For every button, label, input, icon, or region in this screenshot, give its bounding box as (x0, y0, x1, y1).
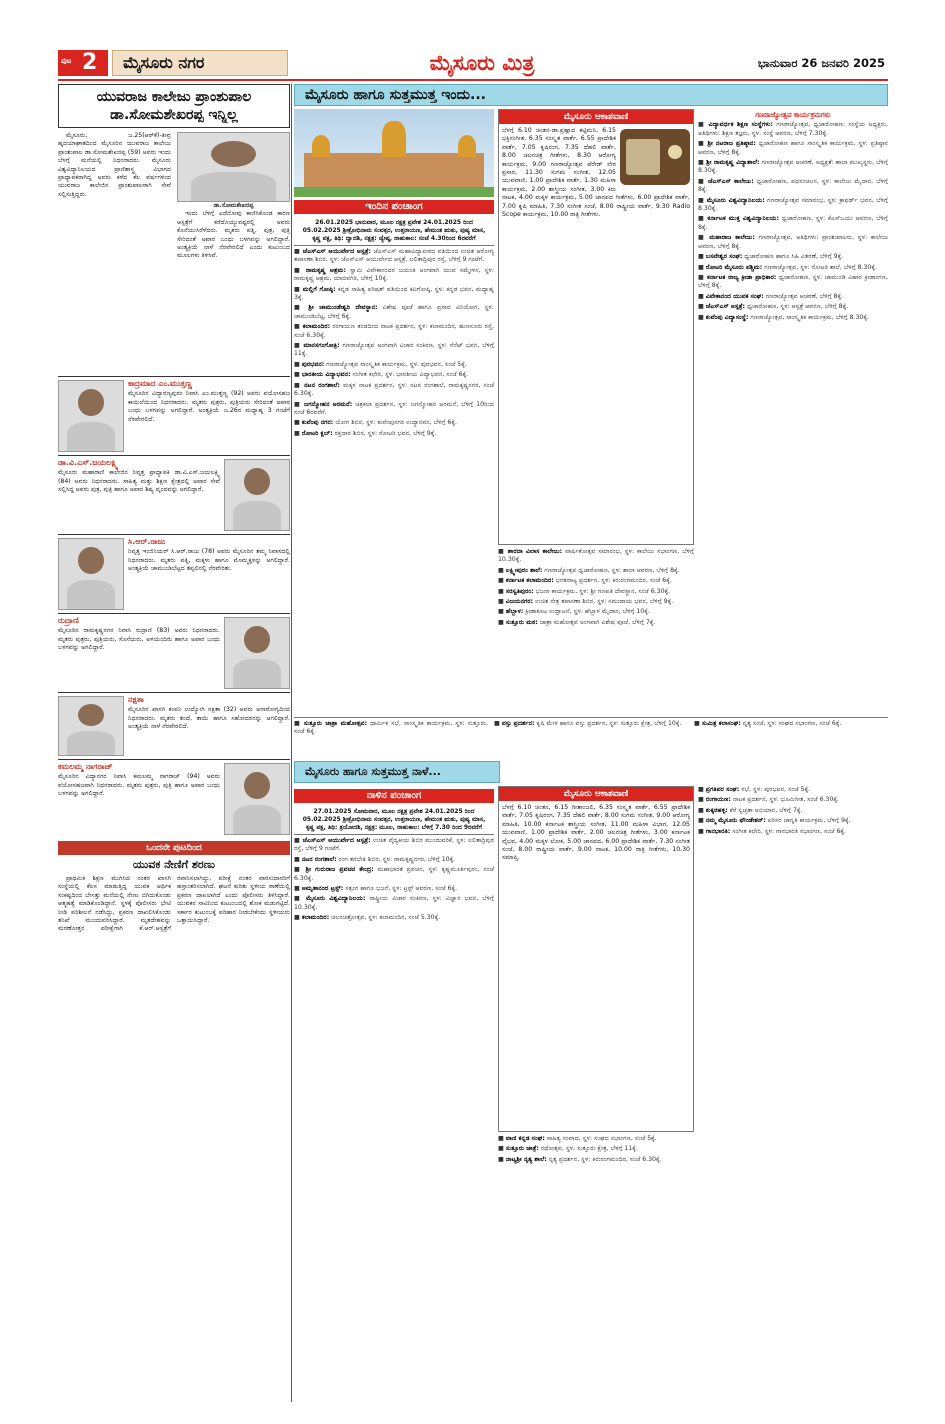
obituaries (58, 376, 290, 838)
obituary-name: ರುದ್ರಾಣಿ (58, 617, 79, 625)
radio-speaker (626, 139, 660, 175)
masthead-rule (58, 79, 888, 81)
event-item: ■ ಕುವೆಂಪು ವಿದ್ಯಾಸಂಸ್ಥೆ: ಗಣರಾಜ್ಯೋತ್ಸವ, ಸಾಂಸ್ಕೃತಿಕ ಕಾರ್ಯಕ್ರಮ, ಬೆಳಿಗ್ಗೆ 8.30ಕ್ಕೆ. (698, 313, 869, 321)
obituary-text-block (128, 538, 290, 610)
event-text: ಸ್ವಾಮಿ ವಿವೇಕಾನಂದರ ಜಯಂತಿ ಅಂಗವಾಗಿ ಯುವ ಸಮ್ಮೇಳನ, ಸ್ಥಳ: ರಾಮಕೃಷ್ಣ ಆಶ್ರಮ, ಯಾದವಗಿರಿ, ಬೆಳಿಗ್ಗೆ 10ಕ್ಕೆ. (294, 266, 494, 283)
event-item: ■ ಹೆಬ್ಬಾಳ: ಕ್ರೀಡಾಕೂಟ ಉದ್ಘಾಟನೆ, ಸ್ಥಳ: ಹೆಬ್ಬಾಳ ಮೈದಾನ, ಬೆಳಿಗ್ಗೆ 10ಕ್ಕೆ. (498, 608, 650, 616)
event-title: ಜೆಎಸ್‌ಎಸ್ ಕಾಲೇಜು: (707, 177, 754, 185)
event-title: ಪುರಭವನ: (301, 360, 325, 368)
today-banner: ಮೈಸೂರು ಹಾಗೂ ಸುತ್ತಮುತ್ತ ಇಂದು... (294, 84, 888, 106)
event-item: ■ ಭಾರತೀಯ ವಿದ್ಯಾಭವನ: ಸಂಗೀತ ಕಛೇರಿ, ಸ್ಥಳ: ಭಾರತೀಯ ವಿದ್ಯಾಭವನ, ಸಂಜೆ 6ಕ್ಕೆ. (294, 371, 469, 379)
event-title: ಮಹಾರಾಜ ಕಾಲೇಜು: (709, 234, 755, 242)
event-title: ಲಕ್ಷ್ಮೀಪುರಂ ಶಾಲೆ: (505, 566, 543, 574)
event-title: ಅಮೃತಾನಂದ ಟ್ರಸ್ಟ್: (301, 885, 344, 893)
obituary-photo (58, 696, 124, 756)
today-events-list-d (294, 717, 888, 757)
event-item: ■ ನಾಟ್ಯಶ್ರೀ ನೃತ್ಯ ಶಾಲೆ: ನೃತ್ಯ ಪ್ರದರ್ಶನ, ಸ್ಥಳ: ಕಿರುರಂಗಮಂದಿರ, ಸಂಜೆ 6.30ಕ್ಕೆ. (498, 1155, 662, 1163)
obituary-photo (58, 538, 124, 610)
event-title: ಸುತ್ತೂರು ಜಾತ್ರೆ: (505, 1145, 539, 1153)
event-text: ರಾಷ್ಟ್ರೀಯ ವಿಚಾರ ಸಂಕಿರಣ, ಸ್ಥಳ: ವಿಜ್ಞಾನ ಭವನ, ಬೆಳಿಗ್ಗೆ 10.30ಕ್ಕೆ. (294, 895, 494, 911)
event-title: ವಿಜಯನಗರ: (505, 598, 534, 606)
event-title: ಮೈಸೂರು ವಿಶ್ವವಿದ್ಯಾನಿಲಯ: (706, 196, 765, 204)
tomorrow-banner: ಮೈಸೂರು ಹಾಗೂ ಸುತ್ತಮುತ್ತ ನಾಳೆ... (294, 761, 500, 783)
today-radio-panel (498, 109, 694, 545)
event-title: ಸುಮಿತ್ರ ಕಲಾಸಂಘ: (701, 720, 741, 727)
event-title: ಸುತ್ತೂರು ಜಾತ್ರಾ ಮಹೋತ್ಸವ: (303, 720, 368, 727)
event-item: ■ ಸುಮಿತ್ರ ಕಲಾಸಂಘ: ನೃತ್ಯ ಸಂಜೆ, ಸ್ಥಳ: ಸಂಘದ ಸಭಾಂಗಣ, ಸಂಜೆ 6ಕ್ಕೆ. (694, 720, 842, 727)
event-title: ಕರ್ನಾಟಕ ಕಲಾಮಂದಿರ: (505, 577, 554, 585)
masthead (0, 46, 945, 80)
event-item: ■ ಕರ್ನಾಟಕ ಮುಕ್ತ ವಿಶ್ವವಿದ್ಯಾನಿಲಯ: ಧ್ವಜಾರೋಹಣ, ಸ್ಥಳ: ಕೆಎಸ್‌ಒಯು ಆವರಣ, ಬೆಳಿಗ್ಗೆ 8ಕ್ಕೆ. (698, 215, 888, 231)
portrait-shoulders (67, 731, 116, 755)
obituary-item (58, 759, 290, 838)
event-item: ■ ಶಾರದಾ ವಿಲಾಸ ಕಾಲೇಜು: ವಾರ್ಷಿಕೋತ್ಸವ ಸಮಾರಂಭ, ಸ್ಥಳ: ಕಾಲೇಜು ಸಭಾಂಗಣ, ಬೆಳಿಗ್ಗೆ 10.30ಕ್ಕೆ. (498, 548, 694, 564)
obituary-name: ಕಮಲಮ್ಮ ನಾಗರಾಜ್ (58, 763, 113, 771)
event-item: ■ ವಿದ್ಯಾವರ್ಧಕ ಶಿಕ್ಷಣ ಸಂಸ್ಥೆಗಳು: ಗಣರಾಜ್ಯೋತ್ಸವ, ಧ್ವಜಾರೋಹಣ: ಸಂಸ್ಥೆಯ ಅಧ್ಯಕ್ಷರು, ಅತಿಥಿಗಳು: ಶಿಕ್ಷಣ ತಜ್ಞರು, ಸ್ಥಳ: ಸಂಸ್ಥೆ ಆವರಣ, ಬೆಳಿಗ್ಗೆ 7.30ಕ್ಕೆ. (698, 121, 888, 137)
event-item: ■ ನಟನ ರಂಗಶಾಲೆ: ಮಕ್ಕಳ ನಾಟಕ ಪ್ರದರ್ಶನ, ಸ್ಥಳ: ನಟನ ರಂಗಶಾಲೆ, ರಾಮಕೃಷ್ಣನಗರ, ಸಂಜೆ 6.30ಕ್ಕೆ. (294, 381, 494, 398)
portrait-shoulders (67, 580, 116, 609)
event-text: ಗಣರಾಜ್ಯೋತ್ಸವ ಸಮಾರಂಭ, ಸ್ಥಳ: ಕ್ರಾಫರ್ಡ್ ಭವನ, ಬೆಳಿಗ್ಗೆ 8.30ಕ್ಕೆ. (698, 196, 888, 213)
obituary-text: ನಿವೃತ್ತ ಇಂಜಿನಿಯರ್ ಸಿ.ಆರ್.ರಾಜು (78) ಅವರು ಮೈಸೂರಿನ ತಮ್ಮ ನಿವಾಸದಲ್ಲಿ ನಿಧನರಾದರು. ಮೃತರು ಪತ್ನಿ, ಮಕ್ಕಳು ಹಾಗೂ ಮೊಮ್ಮಕ್ಕಳನ್ನು ಅಗಲಿದ್ದಾರೆ. ಅಂತ್ಯಕ್ರಿಯೆ ಚಾಮುಂಡಿಬೆಟ್ಟದ ತಪ್ಪಲಿನಲ್ಲಿ ನೆರವೇರಿತು. (128, 548, 290, 573)
lead-body-col-2-text (177, 210, 290, 374)
event-text: ಮಕ್ಕಳ ನಾಟಕ ಪ್ರದರ್ಶನ, ಸ್ಥಳ: ನಟನ ರಂಗಶಾಲೆ, ರಾಮಕೃಷ್ಣನಗರ, ಸಂಜೆ 6.30ಕ್ಕೆ. (294, 381, 494, 398)
portrait-shoulders (191, 172, 275, 201)
event-title: ನಾಟ್ಯಶ್ರೀ ನೃತ್ಯ ಶಾಲೆ: (505, 1155, 547, 1163)
event-text: ಗಣರಾಜ್ಯೋತ್ಸವ, ಸ್ಥಳ: ರೋಟರಿ ಶಾಲೆ, ಬೆಳಿಗ್ಗೆ 8.30ಕ್ಕೆ. (764, 263, 877, 271)
obituary-text-block (58, 763, 220, 835)
portrait-face (244, 772, 270, 799)
event-item: ■ ಜೆಎಸ್‌ಎಸ್ ಆಯುರ್ವೇದ ಆಸ್ಪತ್ರೆ: ಉಚಿತ ವೈದ್ಯಕೀಯ ಶಿಬಿರ ಮುಂದುವರಿಕೆ, ಸ್ಥಳ: ಲಲಿತಾದ್ರಿಪುರ ರಸ್ತೆ, ಬೆಳಿಗ್ಗೆ 9 ಗಂಟೆಗೆ. (294, 837, 494, 853)
event-text: ಗಣರಾಜ್ಯೋತ್ಸವ ಆಚರಣೆ, ಅಧ್ಯಕ್ಷತೆ: ಶಾಲಾ ಮುಖ್ಯಸ್ಥರು, ಬೆಳಿಗ್ಗೆ 8.30ಕ್ಕೆ. (698, 159, 888, 175)
story-paragraph: ಪ್ರಾಥಮಿಕ ಶಿಕ್ಷಣ ಮುಗಿಸಿದ ನಂತರ ಖಾಸಗಿ ಸಂಸ್ಥೆಯಲ್ಲಿ ಕೆಲಸ ಮಾಡುತ್ತಿದ್ದ ಯುವಕ ಆರ್ಥಿಕ ಸಂಕಷ್ಟದಿಂದ ಬೇಸತ್ತು ಮನೆಯಲ್ಲಿ ನೇಣು ಬಿಗಿದುಕೊಂಡು ಆತ್ಮಹತ್ಯೆ ಮಾಡಿಕೊಂಡಿದ್ದಾನೆ. ಸ್ಥಳಕ್ಕೆ ಪೊಲೀಸರು ಭೇಟಿ ನೀಡಿ ಪರಿಶೀಲನೆ ನಡೆಸಿದ್ದು, ಪ್ರಕರಣ ದಾಖಲಿಸಿಕೊಂಡು ತನಿಖೆ ಮುಂದುವರಿಸಿದ್ದಾರೆ. ಮೃತದೇಹವನ್ನು ಮರಣೋತ್ತರ ಪರೀಕ್ಷೆಗಾಗಿ ಕೆ.ಆರ್.ಆಸ್ಪತ್ರೆಗೆ ರವಾನಿಸಲಾಗಿದ್ದು, ಪರೀಕ್ಷೆ ನಂತರ ವಾರಸುದಾರರಿಗೆ ಹಸ್ತಾಂತರಿಸಲಾಗಿದೆ. ಘಟನೆ ಕುರಿತು ಸ್ಥಳೀಯ ಠಾಣೆಯಲ್ಲಿ ಪ್ರಕರಣ ದಾಖಲಾಗಿದೆ ಎಂದು ಪೊಲೀಸರು ತಿಳಿಸಿದ್ದಾರೆ. ಯುವಕನ ಸಾವಿನಿಂದ ಕುಟುಂಬದಲ್ಲಿ ಶೋಕ ಮಡುಗಟ್ಟಿದೆ. ಸರ್ಕಾರ ಕುಟುಂಬಕ್ಕೆ ಪರಿಹಾರ ನೀಡಬೇಕೆಂದು ಸ್ಥಳೀಯರು ಒತ್ತಾಯಿಸಿದ್ದಾರೆ. (58, 875, 290, 933)
event-text: ಪರಿಸರ ಜಾಗೃತಿ ಕಾರ್ಯಕ್ರಮ, ಬೆಳಿಗ್ಗೆ 9ಕ್ಕೆ. (767, 817, 851, 825)
event-title: ಕುವೆಂಪು ನಗರ: (301, 419, 334, 427)
event-text: ರಂಗಾಯಣ ತಂಡದಿಂದ ನಾಟಕ ಪ್ರದರ್ಶನ, ಸ್ಥಳ: ಕಲಾಮಂದಿರ, ಹುಣಸೂರು ರಸ್ತೆ, ಸಂಜೆ 6.30ಕ್ಕೆ. (294, 323, 494, 339)
event-title: ವಿವೇಕಾನಂದ ಯುವಕ ಸಂಘ: (705, 292, 764, 300)
event-title: ಜೆಎಸ್‌ಎಸ್ ಆಸ್ಪತ್ರೆ: (705, 303, 746, 311)
event-item: ■ ಪ್ರಗತಿಪರ ಸಂಘ: ಸಭೆ, ಸ್ಥಳ: ಪುರಭವನ, ಸಂಜೆ 5ಕ್ಕೆ. (698, 786, 811, 793)
event-text: ಕೆರೆ ಸ್ವಚ್ಛತಾ ಅಭಿಯಾನ, ಬೆಳಿಗ್ಗೆ 7ಕ್ಕೆ. (729, 806, 803, 814)
event-title: ಜಗನ್ಮೋಹನ ಅರಮನೆ: (304, 400, 353, 408)
story-title: ಯುವಕ ನೇಣಿಗೆ ಶರಣು (133, 858, 215, 871)
today-col-2 (498, 109, 694, 717)
tomorrow-panchanga-text: 27.01.2025 ಸೋಮವಾರ, ಮೂಲ ನಕ್ಷತ್ರ ಪ್ರವೇಶ 24.01.2025 ರಿಂದ 05.02.2025 ಶ್ರೀಕ್ರೋಧಿನಾಮ ಸಂವತ್ಸರ, ಉತ್ತರಾಯಣ, ಹೇಮಂತ ಋತು, ಪುಷ್ಯ ಮಾಸ, ಕೃಷ್ಣ ಪಕ್ಷ, ತಿಥಿ: ತ್ರಯೋದಶಿ, ನಕ್ಷತ್ರ: ಮೂಲ, ರಾಹುಕಾಲ: ಬೆಳಿಗ್ಗೆ 7.30 ರಿಂದ 9ರವರೆಗೆ (294, 806, 494, 835)
event-text: ಸಾಹಿತ್ಯ ಸಂವಾದ, ಸ್ಥಳ: ಸಂಘದ ಸಭಾಂಗಣ, ಸಂಜೆ 5ಕ್ಕೆ. (546, 1135, 657, 1142)
event-text: ಕ್ರೀಡಾಕೂಟ ಉದ್ಘಾಟನೆ, ಸ್ಥಳ: ಹೆಬ್ಬಾಳ ಮೈದಾನ, ಬೆಳಿಗ್ಗೆ 10ಕ್ಕೆ. (525, 608, 650, 616)
today-col-1 (294, 109, 494, 717)
event-text: ಗಣರಾಜ್ಯೋತ್ಸವ, ಅತಿಥಿಗಳು: ಪ್ರಾಂಶುಪಾಲರು, ಸ್ಥಳ: ಕಾಲೇಜು ಆವರಣ, ಬೆಳಿಗ್ಗೆ 8ಕ್ಕೆ. (698, 234, 888, 250)
obituary-text-block (128, 380, 290, 452)
today-events-list-b (498, 545, 694, 709)
event-item: ■ ಕರ್ನಾಟಕ ರಾಜ್ಯ ಕ್ರೀಡಾ ಪ್ರಾಧಿಕಾರ: ಧ್ವಜಾರೋಹಣ, ಸ್ಥಳ: ಚಾಮುಂಡಿ ವಿಹಾರ ಕ್ರೀಡಾಂಗಣ, ಬೆಳಿಗ್ಗೆ 8ಕ್ಕೆ. (698, 273, 888, 290)
event-title: ರಂಗಾಯಣ: (705, 796, 731, 804)
event-item: ■ ಸುತ್ತೂರು ಜಾತ್ರಾ ಮಹೋತ್ಸವ: ಧಾರ್ಮಿಕ ಸಭೆ, ಸಾಂಸ್ಕೃತಿಕ ಕಾರ್ಯಕ್ರಮ, ಸ್ಥಳ: ಸುತ್ತೂರು, ಸಂಜೆ 6ಕ್ಕೆ. (294, 720, 488, 736)
event-item: ■ ಜೆಎಸ್‌ಎಸ್ ಆಸ್ಪತ್ರೆ: ಧ್ವಜಾರೋಹಣ, ಸ್ಥಳ: ಆಸ್ಪತ್ರೆ ಆವರಣ, ಬೆಳಿಗ್ಗೆ 8ಕ್ಕೆ. (698, 303, 849, 311)
portrait-face (244, 626, 270, 653)
event-item: ■ ಶ್ರೀ ನಟರಾಜ ಪ್ರತಿಷ್ಠಾನ: ಧ್ವಜಾರೋಹಣ ಹಾಗೂ ಸಾಂಸ್ಕೃತಿಕ ಕಾರ್ಯಕ್ರಮ, ಸ್ಥಳ: ಪ್ರತಿಷ್ಠಾನ ಆವರಣ, ಬೆಳಿಗ್ಗೆ 8ಕ್ಕೆ. (698, 140, 888, 156)
event-item: ■ ಶ್ರೀ ಗುರುರಾಜ ಪ್ರವಚನ ಕೇಂದ್ರ: ಮಹಾಭಾರತ ಪ್ರವಚನ, ಸ್ಥಳ: ಕೃಷ್ಣಮೂರ್ತಿಪುರಂ, ಸಂಜೆ 6.30ಕ್ಕೆ. (294, 866, 494, 882)
palace-lawn (294, 187, 494, 197)
obituary-text-block (128, 696, 290, 756)
tomorrow-col-3 (698, 786, 888, 1376)
event-item: ■ ನಮ್ಮ ಮೈಸೂರು ಫೌಂಡೇಶನ್: ಪರಿಸರ ಜಾಗೃತಿ ಕಾರ್ಯಕ್ರಮ, ಬೆಳಿಗ್ಗೆ 9ಕ್ಕೆ. (698, 817, 851, 825)
obituary-photo (224, 763, 290, 835)
event-title: ಹೆಬ್ಬಾಳ: (505, 608, 524, 616)
event-text: ಧಾರ್ಮಿಕ ಸಭೆ, ಸಾಂಸ್ಕೃತಿಕ ಕಾರ್ಯಕ್ರಮ, ಸ್ಥಳ: ಸುತ್ತೂರು, ಸಂಜೆ 6ಕ್ಕೆ. (294, 720, 488, 736)
today-panchanga-text: 26.01.2025 ಭಾನುವಾರ, ಮೂಲ ನಕ್ಷತ್ರ ಪ್ರವೇಶ 24.01.2025 ರಿಂದ 05.02.2025 ಶ್ರೀಕ್ರೋಧಿನಾಮ ಸಂವತ್ಸರ, ಉತ್ತರಾಯಣ, ಹೇಮಂತ ಋತು, ಪುಷ್ಯ ಮಾಸ, ಕೃಷ್ಣ ಪಕ್ಷ, ತಿಥಿ: ದ್ವಾದಶಿ, ನಕ್ಷತ್ರ: ಜ್ಯೇಷ್ಠ, ರಾಹುಕಾಲ: ಸಂಜೆ 4.30ರಿಂದ 6ರವರೆಗೆ (294, 217, 494, 246)
event-item: ■ ಜೆಎಸ್‌ಎಸ್ ಕಾಲೇಜು: ಧ್ವಜಾರೋಹಣ, ಪಥಸಂಚಲನ, ಸ್ಥಳ: ಕಾಲೇಜು ಮೈದಾನ, ಬೆಳಿಗ್ಗೆ 8ಕ್ಕೆ. (698, 177, 888, 194)
column-rule (291, 84, 292, 1402)
tomorrow-radio-head: ಮೈಸೂರು ಆಕಾಶವಾಣಿ (499, 787, 693, 801)
obituary-text-block (58, 459, 220, 531)
paper-logo: ಮೈಸೂರು ಮಿತ್ರ (429, 50, 535, 75)
palace-dome-left (312, 135, 330, 157)
portrait-face (244, 468, 270, 495)
palace-body (304, 153, 484, 187)
portrait-shoulders (67, 422, 116, 451)
tomorrow-events-list-c (698, 786, 888, 1372)
obituary-text: ಮೈಸೂರಿನ ಖಾಸಗಿ ಕಂಪನಿ ಉದ್ಯೋಗಿ ನಕ್ಷತಾ (32) ಅವರು ಅನಾರೋಗ್ಯದಿಂದ ನಿಧನರಾದರು. ಮೃತರು ತಂದೆ, ತಾಯಿ ಹಾಗೂ ಸಹೋದರನನ್ನು ಅಗಲಿದ್ದಾರೆ. ಅಂತ್ಯಕ್ರಿಯೆ ನಾಳೆ ನೆರವೇರಲಿದೆ. (128, 706, 290, 731)
event-title: ಕುವೆಂಪು ವಿದ್ಯಾಸಂಸ್ಥೆ: (705, 313, 749, 321)
event-title: ಜೆಎಸ್‌ಎಸ್ ಆಯುರ್ವೇದ ಆಸ್ಪತ್ರೆ: (302, 837, 371, 844)
event-item: ■ ಮಲ್ಲಿಗೆ ಗೋಷ್ಠಿ: ಕನ್ನಡ ಸಾಹಿತ್ಯ ಪರಿಷತ್ ವತಿಯಿಂದ ಕವಿಗೋಷ್ಠಿ, ಸ್ಥಳ: ಕನ್ನಡ ಭವನ, ಮಧ್ಯಾಹ್ನ 3ಕ್ಕೆ. (294, 285, 494, 302)
event-text: ಕೃಷಿ ಮೇಳ ಹಾಗೂ ವಸ್ತು ಪ್ರದರ್ಶನ, ಸ್ಥಳ: ಸುತ್ತೂರು ಕ್ಷೇತ್ರ, ಬೆಳಿಗ್ಗೆ 10ಕ್ಕೆ. (536, 720, 682, 727)
event-item: ■ ವಿವೇಕಾನಂದ ಯುವಕ ಸಂಘ: ಗಣರಾಜ್ಯೋತ್ಸವ ಆಚರಣೆ, ಬೆಳಿಗ್ಗೆ 8ಕ್ಕೆ. (698, 292, 844, 300)
event-text: ಧ್ವಜಾರೋಹಣ ಹಾಗೂ ಸಾಂಸ್ಕೃತಿಕ ಕಾರ್ಯಕ್ರಮ, ಸ್ಥಳ: ಪ್ರತಿಷ್ಠಾನ ಆವರಣ, ಬೆಳಿಗ್ಗೆ 8ಕ್ಕೆ. (698, 140, 888, 156)
portrait-shoulders (233, 659, 282, 688)
tomorrow-events-list-a (294, 835, 494, 1355)
lead-paragraph-2: ಇಂದು ಬೆಳಿಗ್ಗೆ ಎದೆನೋವು ಕಾಣಿಸಿಕೊಂಡ ಕಾರಣ ಆಸ್ಪತ್ರೆಗೆ ಕರೆದೊಯ್ಯುವಷ್ಟರಲ್ಲಿ ಅವರು ಕೊನೆಯುಸಿರೆಳೆದರು. ಮೃತರು ಪತ್ನಿ, ಪುತ್ರ, ಪುತ್ರಿ ಸೇರಿದಂತೆ ಅಪಾರ ಬಂಧು ಬಳಗವನ್ನು ಅಗಲಿದ್ದಾರೆ. ಅಂತ್ಯಕ್ರಿಯೆ ನಾಳೆ ನೆರವೇರಲಿದೆ ಎಂದು ಕುಟುಂಬದ ಮೂಲಗಳು ತಿಳಿಸಿವೆ. (177, 210, 290, 260)
event-item: ■ ಕುವೆಂಪು ನಗರ: ಯೋಗ ಶಿಬಿರ, ಸ್ಥಳ: ಕುವೆಂಪುನಗರ ಉದ್ಯಾನವನ, ಬೆಳಿಗ್ಗೆ 6ಕ್ಕೆ. (294, 419, 457, 427)
event-title: ಕರ್ನಾಟಕ ರಾಜ್ಯ ಕ್ರೀಡಾ ಪ್ರಾಧಿಕಾರ: (707, 273, 777, 281)
today-events-list-c (698, 121, 888, 709)
event-item: ■ ರಂಗಾಯಣ: ನಾಟಕ ಪ್ರದರ್ಶನ, ಸ್ಥಳ: ಭೂಮಿಗೀತ, ಸಂಜೆ 6.30ಕ್ಕೆ. (698, 796, 840, 804)
event-title: ರೋಟರಿ ಮೈಸೂರು ಪಶ್ಚಿಮ: (705, 263, 763, 271)
event-title: ಮಲ್ಲಿಗೆ ಗೋಷ್ಠಿ: (302, 285, 336, 293)
lead-photo (177, 132, 290, 202)
lead-story (58, 84, 290, 128)
event-item: ■ ಸುತ್ತೂರು ಜಾತ್ರೆ: ರಥೋತ್ಸವ, ಸ್ಥಳ: ಸುತ್ತೂರು ಕ್ಷೇತ್ರ, ಬೆಳಿಗ್ಗೆ 11ಕ್ಕೆ. (498, 1145, 638, 1153)
event-text: ಗಣರಾಜ್ಯೋತ್ಸವ ಸಾಂಸ್ಕೃತಿಕ ಕಾರ್ಯಕ್ರಮ, ಸ್ಥಳ: ಪುರಭವನ, ಸಂಜೆ 5ಕ್ಕೆ. (326, 360, 467, 368)
event-text: ರಥೋತ್ಸವ, ಸ್ಥಳ: ಸುತ್ತೂರು ಕ್ಷೇತ್ರ, ಬೆಳಿಗ್ಗೆ 11ಕ್ಕೆ. (540, 1145, 638, 1153)
event-item: ■ ಮೈಸೂರು ವಿಶ್ವವಿದ್ಯಾನಿಲಯ: ಗಣರಾಜ್ಯೋತ್ಸವ ಸಮಾರಂಭ, ಸ್ಥಳ: ಕ್ರಾಫರ್ಡ್ ಭವನ, ಬೆಳಿಗ್ಗೆ 8.30ಕ್ಕೆ. (698, 196, 888, 213)
event-title: ಶಾರದಾ ವಿಲಾಸ ಕಾಲೇಜು: (507, 548, 563, 555)
event-item: ■ ಬಸವೇಶ್ವರ ಸಂಘ: ಧ್ವಜಾರೋಹಣ ಹಾಗೂ ಸಿಹಿ ವಿತರಣೆ, ಬೆಳಿಗ್ಗೆ 9ಕ್ಕೆ. (698, 253, 844, 261)
lead-paragraph-1: ಮೈಸೂರು, ಜ.25(ಆರ್‌ಕೆ)-ತೀವ್ರ ಹೃದಯಾಘಾತದಿಂದ ಮೈಸೂರಿನ ಯುವರಾಜ ಕಾಲೇಜು ಪ್ರಾಂಶುಪಾಲ ಡಾ.ಸೋಮಶೇಖರಪ್ಪ (59) ಅವರು ಇಂದು ಬೆಳಗ್ಗೆ ಮನೆಯಲ್ಲಿ ನಿಧನರಾದರು. ಮೈಸೂರು ವಿಶ್ವವಿದ್ಯಾನಿಲಯದ ಪ್ರಾಣಿಶಾಸ್ತ್ರ ವಿಭಾಗದ ಪ್ರಾಧ್ಯಾಪಕರಾಗಿದ್ದ ಅವರು ಕಳೆದ ಕೆಲ ವರ್ಷಗಳಿಂದ ಯುವರಾಜ ಕಾಲೇಜಿನ ಪ್ರಾಂಶುಪಾಲರಾಗಿ ಸೇವೆ ಸಲ್ಲಿಸುತ್ತಿದ್ದರು. (58, 132, 171, 198)
event-item: ■ ಗಾನಭಾರತಿ: ಸಂಗೀತ ಕಛೇರಿ, ಸ್ಥಳ: ಗಾನಭಾರತಿ ಸಭಾಂಗಣ, ಸಂಜೆ 6ಕ್ಕೆ. (698, 827, 846, 835)
event-text: ರಕ್ತದಾನ ಶಿಬಿರ, ಸ್ಥಳ: ರೋಟರಿ ಭವನ, ಬೆಳಿಗ್ಗೆ 9ಕ್ಕೆ. (334, 429, 437, 437)
event-text: ಗಣರಾಜ್ಯೋತ್ಸವ ಆಚರಣೆ, ಬೆಳಿಗ್ಗೆ 8ಕ್ಕೆ. (765, 292, 844, 300)
event-text: ಸಂಗೀತ ಕಛೇರಿ, ಸ್ಥಳ: ಭಾರತೀಯ ವಿದ್ಯಾಭವನ, ಸಂಜೆ 6ಕ್ಕೆ. (352, 371, 469, 379)
event-text: ಉಚಿತ ವೈದ್ಯಕೀಯ ಶಿಬಿರ ಮುಂದುವರಿಕೆ, ಸ್ಥಳ: ಲಲಿತಾದ್ರಿಪುರ ರಸ್ತೆ, ಬೆಳಿಗ್ಗೆ 9 ಗಂಟೆಗೆ. (294, 837, 494, 853)
event-title: ಭಾರತೀಯ ವಿದ್ಯಾಭವನ: (301, 371, 351, 379)
event-item: ■ ಶ್ರೀ ಚಾಮುಂಡೇಶ್ವರಿ ದೇವಸ್ಥಾನ: ವಿಶೇಷ ಪೂಜೆ ಹಾಗೂ ಪ್ರಸಾದ ವಿನಿಯೋಗ, ಸ್ಥಳ: ಚಾಮುಂಡಿಬೆಟ್ಟ, ಬೆಳಿಗ್ಗೆ 6ಕ್ಕೆ. (294, 304, 494, 320)
event-text: ಮಹಾಭಾರತ ಪ್ರವಚನ, ಸ್ಥಳ: ಕೃಷ್ಣಮೂರ್ತಿಪುರಂ, ಸಂಜೆ 6.30ಕ್ಕೆ. (294, 866, 494, 882)
today-panchanga-title: ಇಂದಿನ ಪಂಚಾಂಗ (294, 200, 494, 214)
section-name: ಮೈಸೂರು ನಗರ (112, 50, 288, 76)
event-text: ಧ್ವಜಾರೋಹಣ, ಸ್ಥಳ: ಚಾಮುಂಡಿ ವಿಹಾರ ಕ್ರೀಡಾಂಗಣ, ಬೆಳಿಗ್ಗೆ 8ಕ್ಕೆ. (698, 273, 888, 290)
event-title: ಮೈಸೂರು ವಿಶ್ವವಿದ್ಯಾನಿಲಯ: (305, 895, 366, 903)
story-body (58, 875, 290, 1001)
event-text: ಗಣರಾಜ್ಯೋತ್ಸವ ಅಂಗವಾಗಿ ವಿಚಾರ ಸಂಕಿರಣ, ಸ್ಥಳ: ಸೆನೆಟ್ ಭವನ, ಬೆಳಿಗ್ಗೆ 11ಕ್ಕೆ. (294, 342, 494, 358)
obituary-item (58, 376, 290, 455)
event-title: ಸುತ್ತೂರು ಮಠ: (505, 618, 538, 626)
event-text: ಯೋಗ ಶಿಬಿರ, ಸ್ಥಳ: ಕುವೆಂಪುನಗರ ಉದ್ಯಾನವನ, ಬೆಳಿಗ್ಗೆ 6ಕ್ಕೆ. (335, 419, 457, 427)
event-title: ನಮ್ಮ ಮೈಸೂರು ಫೌಂಡೇಶನ್: (705, 817, 766, 825)
radio-dial (668, 145, 682, 159)
event-item: ■ ಜಗನ್ಮೋಹನ ಅರಮನೆ: ಚಿತ್ರಕಲಾ ಪ್ರದರ್ಶನ, ಸ್ಥಳ: ಜಗನ್ಮೋಹನ ಅರಮನೆ, ಬೆಳಿಗ್ಗೆ 10ರಿಂದ ಸಂಜೆ 6ರವರೆಗೆ. (294, 400, 494, 416)
event-item: ■ ಕರ್ನಾಟಕ ಕಲಾಮಂದಿರ: ಭರತನಾಟ್ಯ ಪ್ರದರ್ಶನ, ಸ್ಥಳ: ಕಿರುರಂಗಮಂದಿರ, ಸಂಜೆ 6ಕ್ಕೆ. (498, 577, 672, 585)
event-title: ಬಸವೇಶ್ವರ ಸಂಘ: (705, 253, 743, 261)
event-text: ಧ್ವಜಾರೋಹಣ ಹಾಗೂ ಸಿಹಿ ವಿತರಣೆ, ಬೆಳಿಗ್ಗೆ 9ಕ್ಕೆ. (744, 253, 844, 261)
portrait-shoulders (233, 501, 282, 530)
tomorrow-col-1 (294, 786, 494, 1376)
tomorrow-section (294, 786, 888, 1376)
today-radio-body (499, 124, 693, 544)
event-text: ಸತ್ಸಂಗ ಹಾಗೂ ಭಜನೆ, ಸ್ಥಳ: ಟ್ರಸ್ಟ್ ಆವರಣ, ಸಂಜೆ 6ಕ್ಕೆ. (345, 885, 458, 893)
left-column (58, 84, 290, 1402)
obituary-item (58, 613, 290, 692)
portrait-shoulders (233, 805, 282, 834)
event-title: ಶ್ರೀ ಚಾಮುಂಡೇಶ್ವರಿ ದೇವಸ್ಥಾನ: (308, 304, 378, 312)
event-item: ■ ಕಲಾಮಂದಿರ: ಚಲನಚಿತ್ರೋತ್ಸವ, ಸ್ಥಳ: ಕಲಾಮಂದಿರ, ಸಂಜೆ 5.30ಕ್ಕೆ. (294, 914, 441, 922)
event-text: ಧ್ವಜಾರೋಹಣ, ಸ್ಥಳ: ಕೆಎಸ್‌ಒಯು ಆವರಣ, ಬೆಳಿಗ್ಗೆ 8ಕ್ಕೆ. (698, 215, 888, 231)
event-item: ■ ಮಹಾರಾಜ ಕಾಲೇಜು: ಗಣರಾಜ್ಯೋತ್ಸವ, ಅತಿಥಿಗಳು: ಪ್ರಾಂಶುಪಾಲರು, ಸ್ಥಳ: ಕಾಲೇಜು ಆವರಣ, ಬೆಳಿಗ್ಗೆ 8ಕ್ಕೆ. (698, 234, 888, 250)
event-title: ಜೆಎಸ್‌ಎಸ್ ಆಯುರ್ವೇದ ಆಸ್ಪತ್ರೆ: (302, 248, 372, 255)
event-title: ವಸ್ತು ಪ್ರದರ್ಶನ: (501, 720, 535, 727)
palace-dome-right (458, 135, 476, 157)
event-title: ಸರಸ್ವತಿಪುರಂ: (505, 587, 534, 595)
event-item: ■ ರೋಟರಿ ಮೈಸೂರು ಪಶ್ಚಿಮ: ಗಣರಾಜ್ಯೋತ್ಸವ, ಸ್ಥಳ: ರೋಟರಿ ಶಾಲೆ, ಬೆಳಿಗ್ಗೆ 8.30ಕ್ಕೆ. (698, 263, 877, 271)
event-text: ಜಾತ್ರಾ ಮಹೋತ್ಸವ ಅಂಗವಾಗಿ ವಿಶೇಷ ಪೂಜೆ, ಬೆಳಿಗ್ಗೆ 7ಕ್ಕೆ. (539, 618, 656, 626)
tomorrow-radio-panel (498, 786, 694, 1132)
event-title: ಕರ್ನಾಟಕ ಮುಕ್ತ ವಿಶ್ವವಿದ್ಯಾನಿಲಯ: (707, 215, 779, 223)
event-title: ವಿದ್ಯಾವರ್ಧಕ ಶಿಕ್ಷಣ ಸಂಸ್ಥೆಗಳು: (708, 121, 773, 129)
lead-body-col-2 (177, 132, 290, 376)
lead-body-col-1 (58, 132, 171, 376)
event-text: ಜೆಎಸ್‌ಎಸ್ ಮಹಾವಿದ್ಯಾಪೀಠದ ವತಿಯಿಂದ ಉಚಿತ ಆರೋಗ್ಯ ತಪಾಸಣಾ ಶಿಬಿರ, ಸ್ಥಳ: ಜೆಎಸ್‌ಎಸ್ ಆಯುರ್ವೇದ ಆಸ್ಪತ್ರೆ, ಲಲಿತಾದ್ರಿಪುರ ರಸ್ತೆ, ಬೆಳಿಗ್ಗೆ 9 ಗಂಟೆಗೆ. (294, 248, 494, 264)
palace-tower (382, 121, 406, 157)
event-title: ನಟನ ರಂಗಶಾಲೆ: (301, 855, 337, 863)
event-text: ನೃತ್ಯ ಸಂಜೆ, ಸ್ಥಳ: ಸಂಘದ ಸಭಾಂಗಣ, ಸಂಜೆ 6ಕ್ಕೆ. (742, 720, 842, 727)
event-title: ನಟನ ರಂಗಶಾಲೆ: (304, 381, 340, 389)
tomorrow-events-list-b (498, 1132, 694, 1368)
event-item: ■ ರಾಮಕೃಷ್ಣ ಆಶ್ರಮ: ಸ್ವಾಮಿ ವಿವೇಕಾನಂದರ ಜಯಂತಿ ಅಂಗವಾಗಿ ಯುವ ಸಮ್ಮೇಳನ, ಸ್ಥಳ: ರಾಮಕೃಷ್ಣ ಆಶ್ರಮ, ಯಾದವಗಿರಿ, ಬೆಳಿಗ್ಗೆ 10ಕ್ಕೆ. (294, 266, 494, 283)
today-col-3 (698, 109, 888, 717)
obituary-name: ಡಾ.ವಿ.ಎಸ್.ಜಯಲಕ್ಷ್ಮಿ (58, 459, 119, 467)
event-text: ಚಿತ್ರಕಲಾ ಪ್ರದರ್ಶನ, ಸ್ಥಳ: ಜಗನ್ಮೋಹನ ಅರಮನೆ, ಬೆಳಿಗ್ಗೆ 10ರಿಂದ ಸಂಜೆ 6ರವರೆಗೆ. (294, 400, 494, 416)
event-text: ಧ್ವಜಾರೋಹಣ, ಪಥಸಂಚಲನ, ಸ್ಥಳ: ಕಾಲೇಜು ಮೈದಾನ, ಬೆಳಿಗ್ಗೆ 8ಕ್ಕೆ. (698, 177, 888, 194)
tomorrow-panchanga-title: ನಾಳಿನ ಪಂಚಾಂಗ (294, 789, 494, 803)
today-radio-text: ಬೆಳಗ್ಗೆ 6.10 ಚಿಂತನ-ಡಾ.ಪ್ರಹ್ಲಾದ ಕಟ್ಟಿಮನಿ, 6.15 ಭಕ್ತಿಸಂಗೀತ, 6.35 ಸಂಸ್ಕೃತ ವಾರ್ತೆ, 6.55 ಪ್ರಾದೇಶಿಕ ವಾರ್ತೆ, 7.05 ಕೃಷಿರಂಗ, 7.35 ದೆಹಲಿ ವಾರ್ತೆ, 8.00 ಚಲನಚಿತ್ರ ಗೀತೆಗಳು, 8.30 ಆರೋಗ್ಯ ಕಾರ್ಯಕ್ರಮ, 9.00 ಗಣರಾಜ್ಯೋತ್ಸವ ಪೆರೇಡ್ ನೇರ ಪ್ರಸಾರ, 11.30 ಸುಗಮ ಸಂಗೀತ, 12.05 ಯುವವಾಣಿ, 1.00 ಪ್ರಾದೇಶಿಕ ವಾರ್ತೆ, 1.30 ಮಹಿಳಾ ಕಾರ್ಯಕ್ರಮ, 2.00 ಶಾಸ್ತ್ರೀಯ ಸಂಗೀತ, 3.00 ಕಿರು ನಾಟಕ, 4.00 ಮಕ್ಕಳ ಕಾರ್ಯಕ್ರಮ, 5.00 ಜಾನಪದ ಗೀತೆಗಳು, 6.00 ಪ್ರಾದೇಶಿಕ ವಾರ್ತೆ, 7.00 ಕೃಷಿ ಮಾಹಿತಿ, 7.30 ಸಂಗೀತ ಸಂಜೆ, 8.00 ರಾಷ್ಟ್ರೀಯ ವಾರ್ತೆ, 9.30 Radio Scope ಕಾರ್ಯಕ್ರಮ, 10.00 ರಾತ್ರಿ ಗೀತೆಗಳು. (502, 127, 690, 219)
event-title: ಗಾನಭಾರತಿ: (705, 827, 731, 835)
continued-banner: ಒಂದನೇ ಪುಟದಿಂದ (58, 841, 290, 855)
obituary-text-block (58, 617, 220, 689)
obituary-text: ಮೈಸೂರಿನ ವಿದ್ಯಾನಗರ ನಿವಾಸಿ ಕಮಲಮ್ಮ ನಾಗರಾಜ್ (94) ಅವರು ವಯೋಸಹಜವಾಗಿ ನಿಧನರಾದರು. ಮೃತರು ಪುತ್ರರು, ಪುತ್ರಿ ಹಾಗೂ ಅಪಾರ ಬಂಧು ಬಳಗವನ್ನು ಅಗಲಿದ್ದಾರೆ. (58, 773, 220, 798)
obituary-text: ಮೈಸೂರು ಮಹಾರಾಣಿ ಕಾಲೇಜಿನ ನಿವೃತ್ತ ಪ್ರಾಧ್ಯಾಪಕಿ ಡಾ.ವಿ.ಎಸ್.ಜಯಲಕ್ಷ್ಮಿ (84) ಅವರು ನಿಧನರಾದರು. ಸಾಹಿತ್ಯ ಮತ್ತು ಶಿಕ್ಷಣ ಕ್ಷೇತ್ರದಲ್ಲಿ ಅಪಾರ ಸೇವೆ ಸಲ್ಲಿಸಿದ್ದ ಅವರು ಪುತ್ರ, ಪುತ್ರಿ ಹಾಗೂ ಅಪಾರ ಶಿಷ್ಯ ವೃಂದವನ್ನು ಅಗಲಿದ್ದಾರೆ. (58, 469, 220, 494)
event-item: ■ ವಿಜಯನಗರ: ಉಚಿತ ನೇತ್ರ ತಪಾಸಣಾ ಶಿಬಿರ, ಸ್ಥಳ: ಸಮುದಾಯ ಭವನ, ಬೆಳಿಗ್ಗೆ 9ಕ್ಕೆ. (498, 598, 674, 606)
event-item: ■ ಜೆಎಸ್‌ಎಸ್ ಆಯುರ್ವೇದ ಆಸ್ಪತ್ರೆ: ಜೆಎಸ್‌ಎಸ್ ಮಹಾವಿದ್ಯಾಪೀಠದ ವತಿಯಿಂದ ಉಚಿತ ಆರೋಗ್ಯ ತಪಾಸಣಾ ಶಿಬಿರ, ಸ್ಥಳ: ಜೆಎಸ್‌ಎಸ್ ಆಯುರ್ವೇದ ಆಸ್ಪತ್ರೆ, ಲಲಿತಾದ್ರಿಪುರ ರಸ್ತೆ, ಬೆಳಿಗ್ಗೆ 9 ಗಂಟೆಗೆ. (294, 248, 494, 264)
event-item: ■ ಸುತ್ತೂರು ಮಠ: ಜಾತ್ರಾ ಮಹೋತ್ಸವ ಅಂಗವಾಗಿ ವಿಶೇಷ ಪೂಜೆ, ಬೆಳಿಗ್ಗೆ 7ಕ್ಕೆ. (498, 618, 656, 626)
event-item: ■ ಲಕ್ಷ್ಮೀಪುರಂ ಶಾಲೆ: ಗಣರಾಜ್ಯೋತ್ಸವ ಧ್ವಜಾರೋಹಣ, ಸ್ಥಳ: ಶಾಲಾ ಆವರಣ, ಬೆಳಿಗ್ಗೆ 8ಕ್ಕೆ. (498, 566, 680, 574)
event-title: ಮಾನಸಗಂಗೋತ್ರಿ: (303, 342, 340, 350)
event-item: ■ ಶ್ರೀ ರಾಮಕೃಷ್ಣ ವಿದ್ಯಾಶಾಲೆ: ಗಣರಾಜ್ಯೋತ್ಸವ ಆಚರಣೆ, ಅಧ್ಯಕ್ಷತೆ: ಶಾಲಾ ಮುಖ್ಯಸ್ಥರು, ಬೆಳಿಗ್ಗೆ 8.30ಕ್ಕೆ. (698, 159, 888, 175)
event-text: ಗಣರಾಜ್ಯೋತ್ಸವ, ಸಾಂಸ್ಕೃತಿಕ ಕಾರ್ಯಕ್ರಮ, ಬೆಳಿಗ್ಗೆ 8.30ಕ್ಕೆ. (750, 313, 869, 321)
event-item: ■ ರೋಟರಿ ಕ್ಲಬ್: ರಕ್ತದಾನ ಶಿಬಿರ, ಸ್ಥಳ: ರೋಟರಿ ಭವನ, ಬೆಳಿಗ್ಗೆ 9ಕ್ಕೆ. (294, 429, 437, 437)
page-number: 2 (82, 50, 98, 75)
obituary-name: ಸಿ.ಆರ್.ರಾಜು (128, 538, 166, 546)
event-text: ಧ್ವಜಾರೋಹಣ, ಸ್ಥಳ: ಆಸ್ಪತ್ರೆ ಆವರಣ, ಬೆಳಿಗ್ಗೆ 8ಕ್ಕೆ. (747, 303, 849, 311)
event-text: ಉಚಿತ ನೇತ್ರ ತಪಾಸಣಾ ಶಿಬಿರ, ಸ್ಥಳ: ಸಮುದಾಯ ಭವನ, ಬೆಳಿಗ್ಗೆ 9ಕ್ಕೆ. (535, 598, 674, 606)
page-number-badge (58, 50, 108, 76)
event-text: ನಾಟಕ ಪ್ರದರ್ಶನ, ಸ್ಥಳ: ಭೂಮಿಗೀತ, ಸಂಜೆ 6.30ಕ್ಕೆ. (732, 796, 840, 804)
obituary-name: ನಕ್ಷತಾ (128, 696, 144, 704)
page-label: ಪುಟ (61, 57, 72, 65)
event-item: ■ ವಾಣಿ ಕನ್ನಡ ಸಂಘ: ಸಾಹಿತ್ಯ ಸಂವಾದ, ಸ್ಥಳ: ಸಂಘದ ಸಭಾಂಗಣ, ಸಂಜೆ 5ಕ್ಕೆ. (498, 1135, 657, 1142)
event-item: ■ ಸರಸ್ವತಿಪುರಂ: ಭಜನಾ ಕಾರ್ಯಕ್ರಮ, ಸ್ಥಳ: ಶ್ರೀ ಗಣಪತಿ ದೇವಸ್ಥಾನ, ಸಂಜೆ 6.30ಕ್ಕೆ. (498, 587, 671, 595)
event-item: ■ ಕುಕ್ಕರಹಳ್ಳಿ: ಕೆರೆ ಸ್ವಚ್ಛತಾ ಅಭಿಯಾನ, ಬೆಳಿಗ್ಗೆ 7ಕ್ಕೆ. (698, 806, 803, 814)
event-title: ವಾಣಿ ಕನ್ನಡ ಸಂಘ: (505, 1135, 545, 1142)
obituary-photo (224, 459, 290, 531)
portrait-face (78, 389, 104, 416)
event-title: ಶ್ರೀ ಗುರುರಾಜ ಪ್ರವಚನ ಕೇಂದ್ರ: (305, 866, 374, 874)
program-heading: ಗಣರಾಜ್ಯೋತ್ಸವ ಕಾರ್ಯಕ್ರಮಗಳು (755, 111, 831, 119)
event-text: ನೃತ್ಯ ಪ್ರದರ್ಶನ, ಸ್ಥಳ: ಕಿರುರಂಗಮಂದಿರ, ಸಂಜೆ 6.30ಕ್ಕೆ. (548, 1155, 662, 1163)
event-title: ಶ್ರೀ ರಾಮಕೃಷ್ಣ ವಿದ್ಯಾಶಾಲೆ: (706, 159, 760, 167)
dateline: ಭಾನುವಾರ 26 ಜನವರಿ 2025 (757, 56, 885, 70)
portrait-face (78, 704, 104, 726)
obituary-item (58, 455, 290, 534)
event-title: ರಾಮಕೃಷ್ಣ ಆಶ್ರಮ: (305, 266, 347, 274)
event-text: ವಿಶೇಷ ಪೂಜೆ ಹಾಗೂ ಪ್ರಸಾದ ವಿನಿಯೋಗ, ಸ್ಥಳ: ಚಾಮುಂಡಿಬೆಟ್ಟ, ಬೆಳಿಗ್ಗೆ 6ಕ್ಕೆ. (294, 304, 494, 320)
event-title: ಕಲಾಮಂದಿರ: (302, 323, 331, 331)
event-item: ■ ಮಾನಸಗಂಗೋತ್ರಿ: ಗಣರಾಜ್ಯೋತ್ಸವ ಅಂಗವಾಗಿ ವಿಚಾರ ಸಂಕಿರಣ, ಸ್ಥಳ: ಸೆನೆಟ್ ಭವನ, ಬೆಳಿಗ್ಗೆ 11ಕ್ಕೆ. (294, 342, 494, 358)
event-text: ಸಂಗೀತ ಕಛೇರಿ, ಸ್ಥಳ: ಗಾನಭಾರತಿ ಸಭಾಂಗಣ, ಸಂಜೆ 6ಕ್ಕೆ. (732, 827, 846, 835)
event-title: ಕುಕ್ಕರಹಳ್ಳಿ: (705, 806, 728, 814)
tomorrow-radio-text: ಬೆಳಗ್ಗೆ 6.10 ಚಿಂತನ, 6.15 ಗೀತಾಂಜಲಿ, 6.35 ಸಂಸ್ಕೃತ ವಾರ್ತೆ, 6.55 ಪ್ರಾದೇಶಿಕ ವಾರ್ತೆ, 7.05 ಕೃಷಿರಂಗ, 7.35 ದೆಹಲಿ ವಾರ್ತೆ, 8.00 ಸುಗಮ ಸಂಗೀತ, 9.00 ಆರೋಗ್ಯ ಮಾಹಿತಿ, 10.00 ಕರ್ನಾಟಕ ಶಾಸ್ತ್ರೀಯ ಸಂಗೀತ, 11.00 ಮಹಿಳಾ ವಿಭಾಗ, 12.05 ಯುವವಾಣಿ, 1.00 ಪ್ರಾದೇಶಿಕ ವಾರ್ತೆ, 2.00 ಚಲನಚಿತ್ರ ಗೀತೆಗಳು, 3.00 ಕರ್ನಾಟಕ ವೈಭವ, 4.00 ಮಕ್ಕಳ ಲೋಕ, 5.00 ಜಾನಪದ, 6.00 ಪ್ರಾದೇಶಿಕ ವಾರ್ತೆ, 7.30 ಸಂಗೀತ ಸಂಜೆ, 8.00 ರಾಷ್ಟ್ರೀಯ ವಾರ್ತೆ, 9.00 ನಾಟಕ, 10.00 ರಾತ್ರಿ ಗೀತೆಗಳು, 10.30 ಸಮಾಪ್ತಿ. (502, 804, 690, 862)
event-item: ■ ಪುರಭವನ: ಗಣರಾಜ್ಯೋತ್ಸವ ಸಾಂಸ್ಕೃತಿಕ ಕಾರ್ಯಕ್ರಮ, ಸ್ಥಳ: ಪುರಭವನ, ಸಂಜೆ 5ಕ್ಕೆ. (294, 360, 467, 368)
event-text: ಸಭೆ, ಸ್ಥಳ: ಪುರಭವನ, ಸಂಜೆ 5ಕ್ಕೆ. (741, 786, 811, 793)
right-area (294, 84, 888, 1402)
obituary-photo (58, 380, 124, 452)
lead-body (58, 132, 290, 376)
event-item: ■ ನಟನ ರಂಗಶಾಲೆ: ರಂಗ ತರಬೇತಿ ಶಿಬಿರ, ಸ್ಥಳ: ರಾಮಕೃಷ್ಣನಗರ, ಬೆಳಿಗ್ಗೆ 10ಕ್ಕೆ. (294, 855, 456, 863)
portrait-face (211, 141, 255, 167)
obituary-text: ಮೈಸೂರಿನ ವಿದ್ಯಾರಣ್ಯಪುರಂ ನಿವಾಸಿ ಎಂ.ಮುತ್ತಣ್ಣ (92) ಅವರು ವಯೋಸಹಜ ಕಾಯಿಲೆಯಿಂದ ನಿಧನರಾದರು. ಮೃತರು ಪುತ್ರರು, ಪುತ್ರಿಯರು ಸೇರಿದಂತೆ ಅಪಾರ ಬಂಧು ಬಳಗವನ್ನು ಅಗಲಿದ್ದಾರೆ. ಅಂತ್ಯಕ್ರಿಯೆ ಜ.26ರ ಮಧ್ಯಾಹ್ನ 3 ಗಂಟೆಗೆ ನೆರವೇರಲಿದೆ. (128, 390, 290, 423)
event-title: ಪ್ರಗತಿಪರ ಸಂಘ: (705, 786, 740, 793)
event-text: ಕನ್ನಡ ಸಾಹಿತ್ಯ ಪರಿಷತ್ ವತಿಯಿಂದ ಕವಿಗೋಷ್ಠಿ, ಸ್ಥಳ: ಕನ್ನಡ ಭವನ, ಮಧ್ಯಾಹ್ನ 3ಕ್ಕೆ. (294, 285, 494, 302)
event-item: ■ ಅಮೃತಾನಂದ ಟ್ರಸ್ಟ್: ಸತ್ಸಂಗ ಹಾಗೂ ಭಜನೆ, ಸ್ಥಳ: ಟ್ರಸ್ಟ್ ಆವರಣ, ಸಂಜೆ 6ಕ್ಕೆ. (294, 885, 458, 893)
event-item: ■ ಮೈಸೂರು ವಿಶ್ವವಿದ್ಯಾನಿಲಯ: ರಾಷ್ಟ್ರೀಯ ವಿಚಾರ ಸಂಕಿರಣ, ಸ್ಥಳ: ವಿಜ್ಞಾನ ಭವನ, ಬೆಳಿಗ್ಗೆ 10.30ಕ್ಕೆ. (294, 895, 494, 911)
today-events-list-a (294, 246, 494, 714)
event-text: ಚಲನಚಿತ್ರೋತ್ಸವ, ಸ್ಥಳ: ಕಲಾಮಂದಿರ, ಸಂಜೆ 5.30ಕ್ಕೆ. (331, 914, 441, 922)
event-title: ಕಲಾಮಂದಿರ: (301, 914, 330, 922)
event-item: ■ ವಸ್ತು ಪ್ರದರ್ಶನ: ಕೃಷಿ ಮೇಳ ಹಾಗೂ ವಸ್ತು ಪ್ರದರ್ಶನ, ಸ್ಥಳ: ಸುತ್ತೂರು ಕ್ಷೇತ್ರ, ಬೆಳಿಗ್ಗೆ 10ಕ್ಕೆ. (494, 720, 682, 727)
obituary-item (58, 692, 290, 759)
event-title: ಶ್ರೀ ನಟರಾಜ ಪ್ರತಿಷ್ಠಾನ: (707, 140, 756, 148)
obituary-text: ಮೈಸೂರಿನ ರಾಮಕೃಷ್ಣನಗರ ನಿವಾಸಿ ರುದ್ರಾಣಿ (83) ಅವರು ನಿಧನರಾದರು. ಮೃತರು ಪುತ್ರರು, ಪುತ್ರಿಯರು, ಸೊಸೆಯರು, ಅಳಿಯಂದಿರು ಹಾಗೂ ಅಪಾರ ಬಂಧು ಬಳಗವನ್ನು ಅಗಲಿದ್ದಾರೆ. (58, 627, 220, 652)
mysore-palace-image (294, 109, 494, 197)
obituary-name: ಕಾದ್ರಮಾದ ಎಂ.ಮುತ್ತಣ್ಣ (128, 380, 192, 388)
tomorrow-col-2 (498, 786, 694, 1376)
radio-icon (620, 129, 690, 185)
event-text: ಭಜನಾ ಕಾರ್ಯಕ್ರಮ, ಸ್ಥಳ: ಶ್ರೀ ಗಣಪತಿ ದೇವಸ್ಥಾನ, ಸಂಜೆ 6.30ಕ್ಕೆ. (535, 587, 671, 595)
portrait-face (78, 547, 104, 574)
today-section (294, 109, 888, 717)
lead-photo-caption: ಡಾ.ಸೋಮಶೇಖರಪ್ಪ (213, 202, 254, 209)
event-item: ■ ಕಲಾಮಂದಿರ: ರಂಗಾಯಣ ತಂಡದಿಂದ ನಾಟಕ ಪ್ರದರ್ಶನ, ಸ್ಥಳ: ಕಲಾಮಂದಿರ, ಹುಣಸೂರು ರಸ್ತೆ, ಸಂಜೆ 6.30ಕ್ಕೆ. (294, 323, 494, 339)
event-text: ರಂಗ ತರಬೇತಿ ಶಿಬಿರ, ಸ್ಥಳ: ರಾಮಕೃಷ್ಣನಗರ, ಬೆಳಿಗ್ಗೆ 10ಕ್ಕೆ. (338, 855, 456, 863)
event-text: ವಾರ್ಷಿಕೋತ್ಸವ ಸಮಾರಂಭ, ಸ್ಥಳ: ಕಾಲೇಜು ಸಭಾಂಗಣ, ಬೆಳಿಗ್ಗೆ 10.30ಕ್ಕೆ. (498, 548, 694, 564)
obituary-photo (224, 617, 290, 689)
event-text: ಗಣರಾಜ್ಯೋತ್ಸವ, ಧ್ವಜಾರೋಹಣ: ಸಂಸ್ಥೆಯ ಅಧ್ಯಕ್ಷರು, ಅತಿಥಿಗಳು: ಶಿಕ್ಷಣ ತಜ್ಞರು, ಸ್ಥಳ: ಸಂಸ್ಥೆ ಆವರಣ, ಬೆಳಿಗ್ಗೆ 7.30ಕ್ಕೆ. (698, 121, 888, 137)
event-title: ರೋಟರಿ ಕ್ಲಬ್: (301, 429, 333, 437)
event-text: ಭರತನಾಟ್ಯ ಪ್ರದರ್ಶನ, ಸ್ಥಳ: ಕಿರುರಂಗಮಂದಿರ, ಸಂಜೆ 6ಕ್ಕೆ. (555, 577, 672, 585)
today-radio-head: ಮೈಸೂರು ಆಕಾಶವಾಣಿ (499, 110, 693, 124)
obituary-item (58, 534, 290, 613)
event-text: ಗಣರಾಜ್ಯೋತ್ಸವ ಧ್ವಜಾರೋಹಣ, ಸ್ಥಳ: ಶಾಲಾ ಆವರಣ, ಬೆಳಿಗ್ಗೆ 8ಕ್ಕೆ. (544, 566, 680, 574)
lead-headline: ಯುವರಾಜ ಕಾಲೇಜು ಪ್ರಾಂಶುಪಾಲ ಡಾ.ಸೋಮಶೇಖರಪ್ಪ ಇನ್ನಿಲ್ಲ (96, 89, 252, 123)
